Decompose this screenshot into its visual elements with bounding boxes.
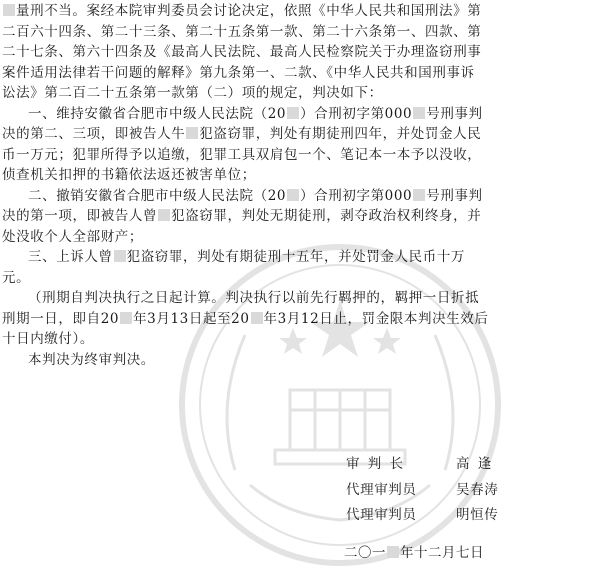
body-text-line xyxy=(2,310,489,328)
text-segment: ）合刑初字第000 xyxy=(300,187,413,204)
text-segment: 三、上诉人曾 xyxy=(28,249,113,265)
redaction-mark xyxy=(3,4,15,16)
text-segment: 币一万元；犯罪所得予以追缴，犯罪工具双肩包一个、笔记本一本予以没收， xyxy=(2,146,482,163)
text-segment: 决的第一项，即被告人曾 xyxy=(2,208,158,224)
text-segment: 十日内缴付）。 xyxy=(2,331,94,347)
redaction-mark xyxy=(186,127,198,139)
body-text-line xyxy=(2,43,481,61)
text-segment: 量刑不当。案经本院审判委员会讨论决定，依照《中华人民共和国刑法》第 xyxy=(16,3,482,19)
body-text-line xyxy=(2,207,481,225)
body-text-line xyxy=(2,84,383,102)
text-segment: ）合刑初字第000 xyxy=(300,105,413,122)
redaction-mark xyxy=(158,209,170,221)
text-segment: 处没收个人全部财产； xyxy=(2,228,143,245)
date-suffix: 年十二月七日 xyxy=(400,545,484,561)
signature-name: 吴春涛 xyxy=(456,482,499,498)
text-segment: 讼法》第二百二十五条第一款第（二）项的规定，判决如下： xyxy=(2,85,383,101)
text-segment: 一、维持安徽省合肥市中级人民法院（20 xyxy=(28,105,287,122)
text-segment: 二十七条、第六十四条及《最高人民法院、最高人民检察院关于办理盗窃刑事 xyxy=(2,44,482,60)
text-segment: 案件适用法律若干问题的解释》第九条第一、二款、《中华人民共和国刑事诉 xyxy=(2,64,475,81)
redaction-mark xyxy=(287,189,299,201)
body-text-line xyxy=(28,248,465,266)
text-segment: 决的第二、三项，即被告人牛 xyxy=(2,126,186,142)
date-prefix: 二〇一 xyxy=(344,545,386,561)
redaction-mark xyxy=(120,312,132,324)
text-segment: 犯盗窃罪，判处无期徒刑，剥夺政治权利终身，并 xyxy=(171,208,482,224)
text-segment: 侦查机关扣押的书籍依法返还被害单位； xyxy=(2,167,256,183)
body-text-line xyxy=(2,125,481,143)
redaction-mark xyxy=(387,546,399,558)
text-segment: 二百六十四条、第二十三条、第二十五条第一款、第二十六条第一、四款、第 xyxy=(2,23,482,40)
text-segment: （刑期自判决执行之日起计算。判决执行以前先行羁押的，羁押一日折抵 xyxy=(28,290,480,306)
body-text-line xyxy=(2,64,475,82)
text-segment: 二、撤销安徽省合肥市中级人民法院（20 xyxy=(28,187,287,204)
redaction-mark xyxy=(251,312,263,324)
signature-role: 审 判 长 xyxy=(346,456,406,472)
body-text-line xyxy=(28,289,479,307)
text-segment: 刑期一日，即自20 xyxy=(2,310,120,327)
text-segment: 元。 xyxy=(2,269,31,286)
body-text-line xyxy=(2,166,256,184)
text-segment: 号刑事判 xyxy=(426,187,483,204)
redaction-mark xyxy=(413,107,425,119)
text-segment: 犯盗窃罪，判处有期徒刑四年，并处罚金人民 xyxy=(199,126,482,142)
judgment-date xyxy=(344,544,484,562)
redaction-mark xyxy=(114,250,126,262)
text-segment: 号刑事判 xyxy=(426,105,483,122)
redaction-mark xyxy=(413,189,425,201)
body-text-line xyxy=(2,330,94,348)
signature-role: 代理审判员 xyxy=(346,482,417,498)
signature-name: 明恒传 xyxy=(456,507,499,523)
body-text-line xyxy=(2,269,30,287)
body-text-line xyxy=(2,228,143,246)
body-text-line xyxy=(2,2,481,20)
body-text-line xyxy=(28,105,483,123)
text-segment: 犯盗窃罪，判处有期徒刑十五年，并处罚金人民币十万 xyxy=(126,249,466,265)
signature-name: 高 逢 xyxy=(456,456,494,472)
body-text-line xyxy=(2,23,481,41)
text-segment: 年3月12日止，罚金限本判决生效后 xyxy=(263,310,489,327)
body-text-line xyxy=(2,146,481,164)
redaction-mark xyxy=(287,107,299,119)
signature-role: 代理审判员 xyxy=(346,507,417,523)
body-text-line xyxy=(28,351,155,369)
text-segment: 年3月13日起至20 xyxy=(133,310,250,327)
text-segment: 本判决为终审判决。 xyxy=(28,351,155,368)
body-text-line xyxy=(28,187,483,205)
